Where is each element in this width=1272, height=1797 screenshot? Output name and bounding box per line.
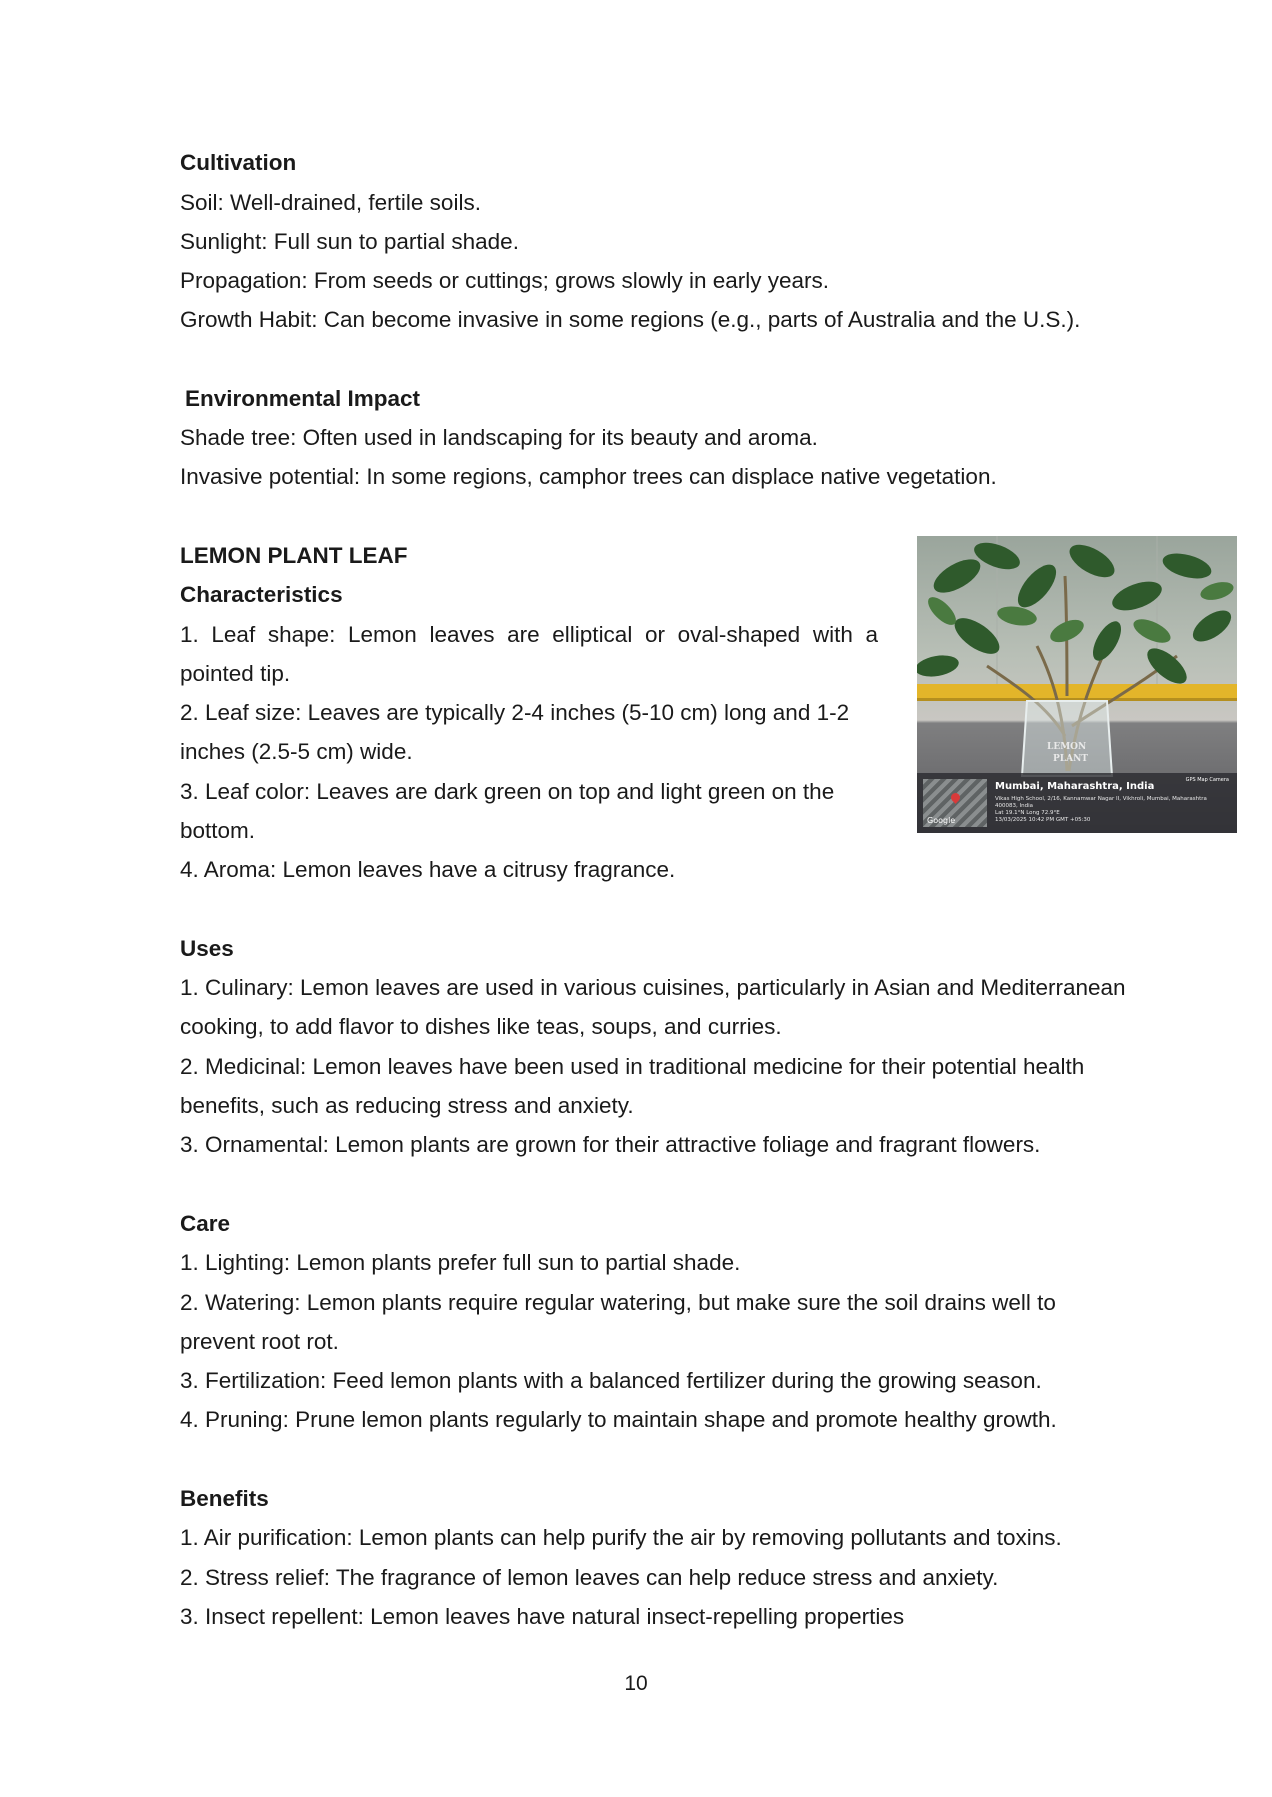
benefits-line: 2. Stress relief: The fragrance of lemon leaves can help reduce stress and anxiety. bbox=[180, 1565, 999, 1590]
cultivation-line: Growth Habit: Can become invasive in some regions (e.g., parts of Australia and the U.S.). bbox=[180, 307, 1081, 332]
address-line: Vikas High School, 2/16, Kannamwar Nagar II, Vikhroli, Mumbai, Maharashtra bbox=[995, 796, 1207, 802]
characteristics-line: 2. Leaf size: Leaves are typically 2-4 inches (5-10 cm) long and 1-2 bbox=[180, 700, 850, 725]
uses-line: 2. Medicinal: Lemon leaves have been used in traditional medicine for their potential health bbox=[180, 1054, 1085, 1079]
beaker-label-line2: PLANT bbox=[1053, 754, 1089, 764]
cultivation-line: Soil: Well-drained, fertile soils. bbox=[180, 190, 481, 215]
care-line: 2. Watering: Lemon plants require regular watering, but make sure the soil drains well to bbox=[180, 1290, 1056, 1315]
characteristics-line: 4. Aroma: Lemon leaves have a citrusy fragrance. bbox=[180, 857, 676, 882]
characteristics-line: bottom. bbox=[180, 818, 256, 843]
map-logo: Google bbox=[927, 816, 956, 825]
uses-line: cooking, to add flavor to dishes like teas, soups, and curries. bbox=[180, 1014, 782, 1039]
location-title: Mumbai, Maharashtra, India bbox=[995, 781, 1155, 792]
uses-heading: Uses bbox=[180, 936, 234, 961]
characteristics-line: inches (2.5-5 cm) wide. bbox=[180, 739, 413, 764]
care-line: 4. Pruning: Prune lemon plants regularly to maintain shape and promote healthy growth. bbox=[180, 1407, 1057, 1432]
lemon-plant-photo bbox=[917, 536, 1237, 833]
environmental-impact-heading: Environmental Impact bbox=[185, 386, 421, 411]
address-line: 400083, India bbox=[995, 803, 1033, 809]
beaker-label-line1: LEMON bbox=[1047, 742, 1087, 752]
care-line: prevent root rot. bbox=[180, 1329, 339, 1354]
characteristics-line: 1. Leaf shape: Lemon leaves are elliptical or oval-shaped with a bbox=[180, 622, 878, 647]
characteristics-line: 3. Leaf color: Leaves are dark green on top and light green on the bbox=[180, 779, 835, 804]
uses-line: benefits, such as reducing stress and anxiety. bbox=[180, 1093, 634, 1118]
characteristics-heading: Characteristics bbox=[180, 582, 343, 607]
gps-badge: GPS Map Camera bbox=[1185, 777, 1229, 783]
photo-datetime: 13/03/2025 10:42 PM GMT +05:30 bbox=[995, 817, 1091, 823]
care-line: 3. Fertilization: Feed lemon plants with a balanced fertilizer during the growing season. bbox=[180, 1368, 1042, 1393]
map-thumbnail bbox=[923, 779, 987, 827]
photo-location-caption bbox=[917, 773, 1237, 833]
care-line: 1. Lighting: Lemon plants prefer full sun to partial shade. bbox=[180, 1250, 741, 1275]
cultivation-line: Propagation: From seeds or cuttings; grows slowly in early years. bbox=[180, 268, 830, 293]
characteristics-line: pointed tip. bbox=[180, 661, 291, 686]
benefits-heading: Benefits bbox=[180, 1486, 269, 1511]
uses-line: 3. Ornamental: Lemon plants are grown for their attractive foliage and fragrant flowers. bbox=[180, 1132, 1041, 1157]
lemon-section-title: LEMON PLANT LEAF bbox=[180, 543, 408, 568]
benefits-line: 3. Insect repellent: Lemon leaves have natural insect-repelling properties bbox=[180, 1604, 905, 1629]
environmental-impact-line: Invasive potential: In some regions, camphor trees can displace native vegetation. bbox=[180, 464, 997, 489]
uses-line: 1. Culinary: Lemon leaves are used in various cuisines, particularly in Asian and Mediterranean bbox=[180, 975, 1126, 1000]
page-number: 10 bbox=[624, 1672, 648, 1695]
care-heading: Care bbox=[180, 1211, 231, 1236]
coordinates: Lat 19.1°N Long 72.9°E bbox=[995, 810, 1060, 816]
benefits-line: 1. Air purification: Lemon plants can help purify the air by removing pollutants and toxins. bbox=[180, 1525, 1062, 1550]
environmental-impact-line: Shade tree: Often used in landscaping for its beauty and aroma. bbox=[180, 425, 818, 450]
cultivation-heading: Cultivation bbox=[180, 150, 297, 175]
cultivation-line: Sunlight: Full sun to partial shade. bbox=[180, 229, 519, 254]
map-pin-icon bbox=[949, 791, 962, 804]
